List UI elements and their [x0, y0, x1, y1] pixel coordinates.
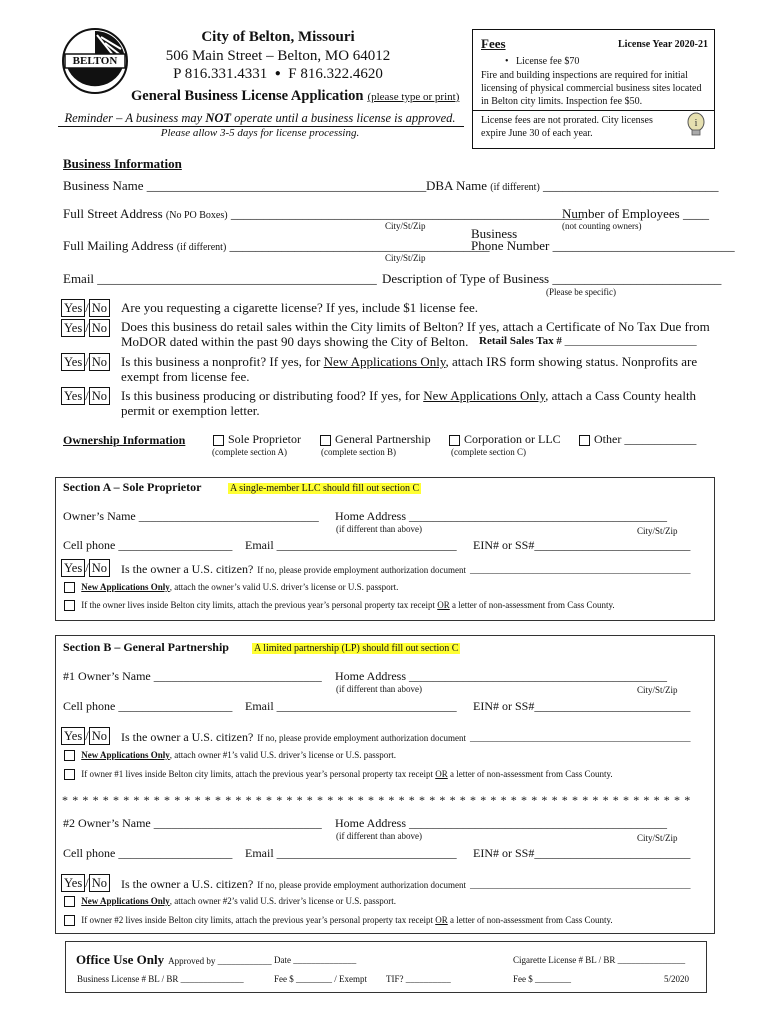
owner2-name-row: #2 Owner’s Name ____________________________ — [63, 816, 322, 830]
prorate-note: License fees are not prorated. City licenses expire June 30 of each year. — [481, 115, 653, 139]
owner1-name-field[interactable]: ____________________________ — [153, 669, 322, 683]
approved-by-field[interactable]: Approved by ____________ — [168, 956, 272, 966]
section-b-title: Section B – General Partnership — [63, 640, 229, 654]
owner1-citizen-doc-field[interactable]: _________________________________________________ — [469, 733, 691, 743]
owner2-home-row: Home Address ___________________________________________ — [335, 816, 667, 830]
description-note: (Please be specific) — [546, 287, 616, 297]
nonprofit-question-line1: Is this business a nonprofit? If yes, for New Applications Only, attach IRS form showing status. Nonprofits are — [121, 354, 698, 369]
owner1-cell-row: Cell phone ___________________ — [63, 699, 233, 713]
city-address: 506 Main Street – Belton, MO 64012 — [165, 48, 391, 64]
owner1-citizen-yes-no[interactable]: Yes / No — [61, 727, 110, 745]
general-partnership-note: (complete section B) — [321, 447, 396, 457]
section-a-citizen-question: Is the owner a U.S. citizen? If no, please provide employment authorization document _________________________________________________ — [121, 562, 691, 576]
section-a-license-checkbox[interactable]: New Applications Only, attach the owner’s valid U.S. driver’s license or U.S. passport. — [64, 582, 398, 593]
nonprofit-question-line2: exempt from license fee. — [121, 369, 250, 384]
checkbox-icon — [320, 435, 331, 446]
form-title-note: (please type or print) — [367, 91, 460, 103]
sole-proprietor-note: (complete section A) — [212, 447, 287, 457]
checkbox-icon — [64, 769, 75, 780]
description-field[interactable]: __________________________ — [552, 271, 722, 286]
revision-date: 5/2020 — [664, 974, 690, 984]
owner1-citizen-question: Is the owner a U.S. citizen? If no, please provide employment authorization document _________________________________________________ — [121, 730, 691, 744]
owner2-email-field[interactable]: ______________________________ — [276, 846, 457, 860]
checkbox-icon — [64, 582, 75, 593]
section-a-home-row: Home Address ___________________________________________ — [335, 509, 667, 523]
business-phone-field[interactable]: ____________________________ — [552, 238, 735, 253]
owner1-ein-row: EIN# or SS#__________________________ — [473, 699, 691, 713]
section-a-email-row: Email ______________________________ — [245, 538, 457, 552]
business-name-field[interactable]: ___________________________________________ — [146, 178, 427, 193]
food-question-line1: Is this business producing or distributing food? If yes, for New Applications Only, attach a Cass County health — [121, 388, 697, 403]
cell-phone-field[interactable]: ___________________ — [118, 538, 233, 552]
description-row: Description of Type of Business __________________________ — [382, 271, 722, 286]
owner1-home-note: (if different than above) — [336, 684, 423, 694]
owner1-home-field[interactable]: ___________________________________________ — [409, 669, 667, 683]
section-a-citizen-yes-no[interactable]: Yes / No — [61, 559, 110, 577]
office-use-row1 — [76, 951, 272, 969]
belton-logo — [61, 27, 129, 95]
reminder-text: Reminder – A business may NOT operate until a business license is approved. — [64, 111, 456, 125]
owner2-name-field[interactable]: ____________________________ — [153, 816, 322, 830]
svg-text:i: i — [694, 118, 698, 129]
ein-field[interactable]: __________________________ — [534, 538, 691, 552]
city-phone: P 816.331.4331 — [173, 66, 268, 82]
retail-tax-row: Retail Sales Tax # ________________________ — [479, 335, 697, 347]
office-fee-field[interactable]: Fee $ ________ / Exempt — [274, 974, 367, 984]
owner2-email-row: Email ______________________________ — [245, 846, 457, 860]
office-fee2-field[interactable]: Fee $ ________ — [513, 974, 571, 984]
owner2-ein-row: EIN# or SS#__________________________ — [473, 846, 691, 860]
business-info-heading: Business Information — [63, 156, 182, 171]
citizen-doc-field[interactable]: _________________________________________________ — [469, 565, 691, 575]
logo-text: BELTON — [72, 55, 118, 67]
owner2-home-field[interactable]: ___________________________________________ — [409, 816, 667, 830]
section-a-title: Section A – Sole Proprietor — [63, 480, 202, 494]
street-row: Full Street Address (No PO Boxes) ______________________________________________________ — [63, 206, 582, 221]
mailing-row: Full Mailing Address (if different) ________________________________________ — [63, 238, 490, 253]
owner1-email-row: Email ______________________________ — [245, 699, 457, 713]
mailing-city-zip-note: City/St/Zip — [385, 253, 426, 263]
owner2-city-zip-note: City/St/Zip — [637, 833, 678, 843]
street-address-field[interactable]: ______________________________________________________ — [230, 206, 582, 221]
section-a-ein-row: EIN# or SS#__________________________ — [473, 538, 691, 552]
corporation-llc-note: (complete section C) — [451, 447, 526, 457]
checkbox-icon — [64, 750, 75, 761]
lightbulb-icon — [685, 112, 707, 143]
owner1-residence-checkbox[interactable]: If owner #1 lives inside Belton city limits, attach the previous year’s personal property tax receipt OR a letter of non-assessment from Cass County. — [64, 769, 613, 780]
owner1-license-checkbox[interactable]: New Applications Only, attach owner #1’s valid U.S. driver’s license or U.S. passport. — [64, 750, 396, 761]
form-title: General Business License Application (please type or print) — [131, 88, 460, 104]
business-phone-label: Business — [471, 226, 518, 241]
corporation-llc-checkbox[interactable]: Corporation or LLC — [449, 432, 561, 447]
license-year: License Year 2020-21 — [618, 39, 708, 50]
ownership-heading: Ownership Information — [63, 433, 186, 447]
fees-heading: Fees — [481, 36, 506, 51]
checkbox-icon — [64, 896, 75, 907]
checkbox-icon — [449, 435, 460, 446]
email-row: Email ___________________________________________ — [63, 271, 377, 286]
cigarette-question: Are you requesting a cigarette license? If yes, include $1 license fee. — [121, 300, 478, 315]
dba-field[interactable]: ___________________________ — [543, 178, 719, 193]
section-b-note: A limited partnership (LP) should fill out section C — [254, 643, 459, 654]
owner1-city-zip-note: City/St/Zip — [637, 685, 678, 695]
section-a-cell-row: Cell phone ___________________ — [63, 538, 233, 552]
owner-email-field[interactable]: ______________________________ — [276, 538, 457, 552]
city-fax: F 816.322.4620 — [288, 66, 383, 82]
nonprofit-yes-no[interactable]: Yes / No — [61, 353, 110, 371]
food-question-line2: permit or exemption letter. — [121, 403, 260, 418]
checkbox-icon — [64, 915, 75, 926]
employees-note: (not counting owners) — [562, 221, 642, 231]
retail-question-line2: MoDOR dated within the past 90 days showing the City of Belton. — [121, 334, 469, 349]
office-use-title: Office Use Only — [76, 952, 165, 967]
home-address-field[interactable]: ___________________________________________ — [409, 509, 667, 523]
employees-row: Number of Employees ____ — [562, 206, 709, 221]
office-cigarette-field[interactable]: Cigarette License # BL / BR _______________ — [513, 955, 686, 965]
office-tif-field[interactable]: TIF? __________ — [386, 974, 451, 984]
processing-note: Please allow 3-5 days for license processing. — [160, 127, 360, 139]
owner2-citizen-doc-field[interactable]: _________________________________________________ — [469, 880, 691, 890]
owner1-cell-field[interactable]: ___________________ — [118, 699, 233, 713]
city-name: City of Belton, Missouri — [201, 29, 355, 45]
email-field[interactable]: ___________________________________________ — [97, 271, 377, 286]
home-city-zip-note: City/St/Zip — [637, 526, 678, 536]
fees-box — [472, 29, 715, 149]
fees-divider — [473, 110, 714, 111]
cigarette-yes-no[interactable]: Yes / No — [61, 299, 110, 317]
city-phone-fax: P 816.331.4331 ● F 816.322.4620 — [173, 66, 383, 82]
owner2-cell-field[interactable]: ___________________ — [118, 846, 233, 860]
owner1-home-row: Home Address ___________________________________________ — [335, 669, 667, 683]
business-name-row: Business Name ___________________________________________ — [63, 178, 427, 193]
office-date-field[interactable]: Date ______________ — [274, 955, 357, 965]
office-business-license-field[interactable]: Business License # BL / BR ______________ — [77, 974, 244, 984]
general-partnership-checkbox[interactable]: General Partnership — [320, 432, 431, 447]
section-a-note: A single-member LLC should fill out section C — [230, 483, 420, 494]
owner-name-field[interactable]: ______________________________ — [138, 509, 319, 523]
sole-proprietor-checkbox[interactable]: Sole Proprietor — [213, 432, 301, 447]
owner2-citizen-question: Is the owner a U.S. citizen? If no, please provide employment authorization document _________________________________________________ — [121, 877, 691, 891]
inspection-text: Fire and building inspections are required for initial licensing of physical commercial business sites located in Belton city limits. Inspection fee $50. — [481, 70, 702, 107]
owner2-residence-checkbox[interactable]: If owner #2 lives inside Belton city limits, attach the previous year’s personal property tax receipt OR a letter of non-assessment from Cass County. — [64, 915, 613, 926]
other-checkbox[interactable]: Other ____________ — [579, 432, 696, 447]
phone-row: Phone Number ____________________________ — [471, 238, 735, 253]
home-note: (if different than above) — [336, 524, 423, 534]
dba-row: DBA Name (if different) ___________________________ — [426, 178, 719, 193]
owner1-ein-field[interactable]: __________________________ — [534, 699, 691, 713]
section-a-owner-row: Owner’s Name ______________________________ — [63, 509, 319, 523]
section-a-residence-checkbox[interactable]: If the owner lives inside Belton city limits, attach the previous year’s personal property tax receipt OR a letter of non-assessment from Cass County. — [64, 600, 615, 611]
retail-yes-no[interactable]: Yes / No — [61, 319, 110, 337]
owner2-home-note: (if different than above) — [336, 831, 423, 841]
checkbox-icon — [64, 600, 75, 611]
owner1-name-row: #1 Owner’s Name ____________________________ — [63, 669, 322, 683]
owner1-email-field[interactable]: ______________________________ — [276, 699, 457, 713]
checkbox-icon — [213, 435, 224, 446]
food-yes-no[interactable]: Yes / No — [61, 387, 110, 405]
employees-field[interactable]: ____ — [682, 206, 709, 221]
owner2-cell-row: Cell phone ___________________ — [63, 846, 233, 860]
other-field[interactable]: ____________ — [624, 432, 697, 446]
license-fee: • License fee $70 — [505, 56, 580, 67]
owner-separator: * * * * * * * * * * * * * * * * * * * * * * * * * * * * * * * * * * * * * * * * * * * * * * * * * * * * * * * * * * * * * * — [62, 793, 691, 807]
owner2-license-checkbox[interactable]: New Applications Only, attach owner #2’s valid U.S. driver’s license or U.S. passport. — [64, 896, 396, 907]
owner2-citizen-yes-no[interactable]: Yes / No — [61, 874, 110, 892]
owner2-ein-field[interactable]: __________________________ — [534, 846, 691, 860]
checkbox-icon — [579, 435, 590, 446]
street-city-zip-note: City/St/Zip — [385, 221, 426, 231]
mailing-address-field[interactable]: ________________________________________ — [229, 238, 490, 253]
retail-question-line1: Does this business do retail sales within the City limits of Belton? If yes, attach a Certificate of No Tax Due from — [121, 319, 710, 334]
retail-tax-field[interactable]: ________________________ — [564, 335, 697, 347]
